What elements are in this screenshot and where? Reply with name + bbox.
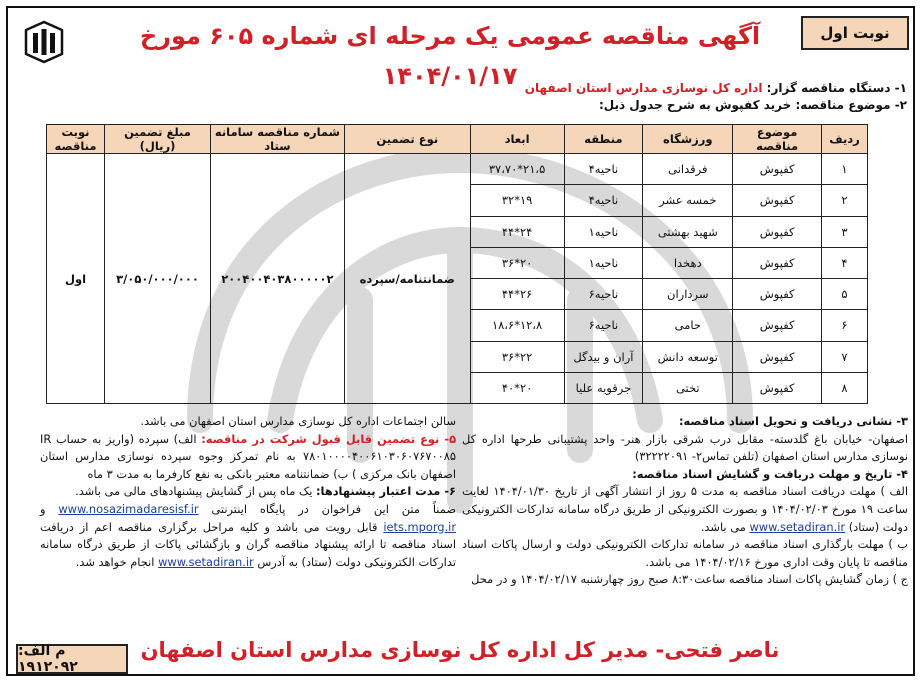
row-subject: کفپوش [733, 154, 822, 185]
row-venue: سرداران [643, 279, 733, 310]
tender-table [46, 124, 868, 404]
row-number: ۳ [822, 216, 868, 247]
row-venue: فرقدانی [643, 154, 733, 185]
row-dimensions: ۲۱،۵*۳۷،۷۰ [470, 154, 564, 185]
row-region: ناحیه۴ [564, 154, 643, 185]
row-venue: حامی [643, 310, 733, 341]
table-header-row [47, 125, 868, 154]
section-5 [40, 431, 456, 484]
row-subject: کفپوش [733, 341, 822, 372]
guarantee-type-cell: ضمانتنامه/سپرده [344, 154, 470, 404]
table-header: منطقه [564, 125, 643, 154]
section-2-subject: ۲- موضوع مناقصه: خرید کفپوش به شرح جدول ذیل: [598, 98, 907, 112]
iets-link[interactable]: iets.mporg.ir [383, 519, 456, 534]
table-header: ورزشگاه [643, 125, 733, 154]
section-5-title: ۵- نوع تضمین قابل قبول شرکت در مناقصه: [201, 431, 457, 446]
table-header: ابعاد [470, 125, 564, 154]
row-venue: دهخدا [643, 247, 733, 278]
row-dimensions: ۲۲*۳۶ [470, 341, 564, 372]
setad-number-cell: ۲۰۰۴۰۰۴۰۳۸۰۰۰۰۰۲ [210, 154, 344, 404]
row-venue: شهید بهشتی [643, 216, 733, 247]
row-number: ۵ [822, 279, 868, 310]
row-dimensions: ۱۹*۳۲ [470, 185, 564, 216]
row-dimensions: ۲۰*۳۶ [470, 247, 564, 278]
row-dimensions: ۱۲،۸*۱۸،۶ [470, 310, 564, 341]
section-1-value: اداره کل نوسازی مدارس استان اصفهان [524, 81, 763, 95]
row-number: ۶ [822, 310, 868, 341]
row-region: ناحیه۴ [564, 185, 643, 216]
row-dimensions: ۲۴*۴۴ [470, 216, 564, 247]
section-4-a-end: می باشد. [700, 519, 750, 534]
section-3-body: اصفهان- خیابان باغ گلدسته- مقابل درب شرقی بازار هنر- واحد پشتیبانی طرحها اداره کل نوسازی مدارس استان اصفهان (تلفن تماس۲- ۳۲۲۲۲۰۹۱) [462, 431, 908, 464]
row-subject: کفپوش [733, 216, 822, 247]
row-venue: توسعه دانش [643, 341, 733, 372]
row-subject: کفپوش [733, 185, 822, 216]
left-text-column [40, 413, 456, 613]
section-3-title: ۳- نشانی دریافت و تحویل اسناد مناقصه: [678, 414, 908, 428]
table-header: شماره مناقصه سامانه ستاد [210, 125, 344, 154]
nosazimadares-link[interactable]: www.nosazimadaresisf.ir [58, 501, 199, 516]
school-renovation-logo [22, 20, 66, 64]
row-subject: کفپوش [733, 310, 822, 341]
row-region: ناحیه۶ [564, 310, 643, 341]
note-mid: قابل رویت می باشد و کلیه مراحل برگزاری مناقصه اعم از دریافت اسناد مناقصه تا ارائه پیشنهاد مناقصه گران و بازگشائی پاکات از طریق درگاه سامانه تدارکات الکترونیکی دولت (ستاد) به آدرس [40, 519, 456, 569]
right-text-column [462, 413, 908, 613]
row-region: آران و بیدگل [564, 341, 643, 372]
opening-venue-text: سالن اجتماعات اداره کل نوسازی مدارس استان اصفهان می باشد. [140, 414, 456, 428]
section-4-title: ۴- تاریخ و مهلت دریافت و گشایش اسناد مناقصه: [632, 466, 908, 481]
row-subject: کفپوش [733, 247, 822, 278]
row-region: ناحیه۱ [564, 247, 643, 278]
note-and: و [40, 501, 59, 516]
table-header: نوبت مناقصه [47, 125, 105, 154]
section-4-a-text: الف ) مهلت دریافت اسناد مناقصه به مدت ۵ روز از انتشار آگهی از تاریخ ۱۴۰۴/۰۱/۳۰ لغایت ساعت ۱۹ مورخ ۱۴۰۴/۰۲/۰۳ و بصورت الکترونیکی از طریق درگاه سامانه تدارکات الکترونیکی دولت (ستاد) [462, 484, 908, 534]
row-number: ۸ [822, 372, 868, 403]
row-region: ناحیه۱ [564, 216, 643, 247]
table-header: مبلغ تضمین (ریال) [105, 125, 211, 154]
row-number: ۷ [822, 341, 868, 372]
row-region: ناحیه۶ [564, 279, 643, 310]
guarantee-amount-cell: ۳/۰۵۰/۰۰۰/۰۰۰ [105, 154, 211, 404]
tender-round-cell: اول [47, 154, 105, 404]
publication-round-badge: نوبت اول [801, 16, 909, 50]
publication-note [40, 501, 456, 571]
section-6-title: ۶- مدت اعتبار پیشنهادها: [315, 484, 456, 499]
section-6-body: یک ماه پس از گشایش پیشنهادهای مالی می باشد. [75, 484, 316, 499]
section-1-label: ۱- دستگاه مناقصه گزار: [762, 81, 907, 95]
row-region: جرقویه علیا [564, 372, 643, 403]
row-venue: خمسه عشر [643, 185, 733, 216]
notice-title: آگهی مناقصه عمومی یک مرحله ای شماره ۶۰۵ مورخ ۱۴۰۴/۰۱/۱۷ [139, 22, 761, 90]
row-number: ۱ [822, 154, 868, 185]
setadiran-link[interactable]: www.setadiran.ir [749, 519, 846, 534]
ad-code-badge: م الف: ۱۹۱۲۰۹۲ [16, 644, 128, 674]
section-4-a [462, 483, 908, 536]
section-1-organizer [525, 80, 907, 96]
table-header: موضوع مناقصه [733, 125, 822, 154]
section-4-c: ج ) زمان گشایش پاکات اسناد مناقصه ساعت۸:۳۰ صبح روز چهارشنبه ۱۴۰۴/۰۲/۱۷ و در محل [471, 572, 908, 587]
signature-line: ناصر فتحی- مدیر کل اداره کل نوسازی مدارس استان اصفهان [140, 638, 780, 662]
table-header: ردیف [822, 125, 868, 154]
setadiran-link-2[interactable]: www.setadiran.ir [158, 554, 254, 569]
section-6 [40, 483, 456, 501]
row-subject: کفپوش [733, 279, 822, 310]
note-end: انجام خواهد شد. [75, 554, 159, 569]
section-4-b: ب ) مهلت بارگذاری اسناد مناقصه در سامانه تدارکات الکترونیکی دولت و ارسال پاکات اسناد مناقصه تا پایان وقت اداری مورخ ۱۴۰۴/۰۲/۱۶ می باشد. [462, 537, 908, 569]
table-header: نوع تضمین [344, 125, 470, 154]
row-venue: تختی [643, 372, 733, 403]
row-number: ۴ [822, 247, 868, 278]
note-start: ضمناً متن این فراخوان در پایگاه اینترنتی [198, 501, 456, 516]
row-subject: کفپوش [733, 372, 822, 403]
section-5-body: الف) سپرده (واریز به حساب IR ۷۸۰۱۰۰۰۰۴۰۰۶۱۰۳۰۶۰۷۶۷۰۰۸۵ به نام تمرکز وجوه سپرده نوسازی مدارس استان اصفهان بانک مرکزی ) ب) ضمانتنامه معتبر بانکی به نفع کارفرما به مدت ۳ ماه [40, 431, 456, 481]
row-number: ۲ [822, 185, 868, 216]
table-row [47, 154, 868, 185]
row-dimensions: ۲۶*۴۴ [470, 279, 564, 310]
row-dimensions: ۲۰*۴۰ [470, 372, 564, 403]
